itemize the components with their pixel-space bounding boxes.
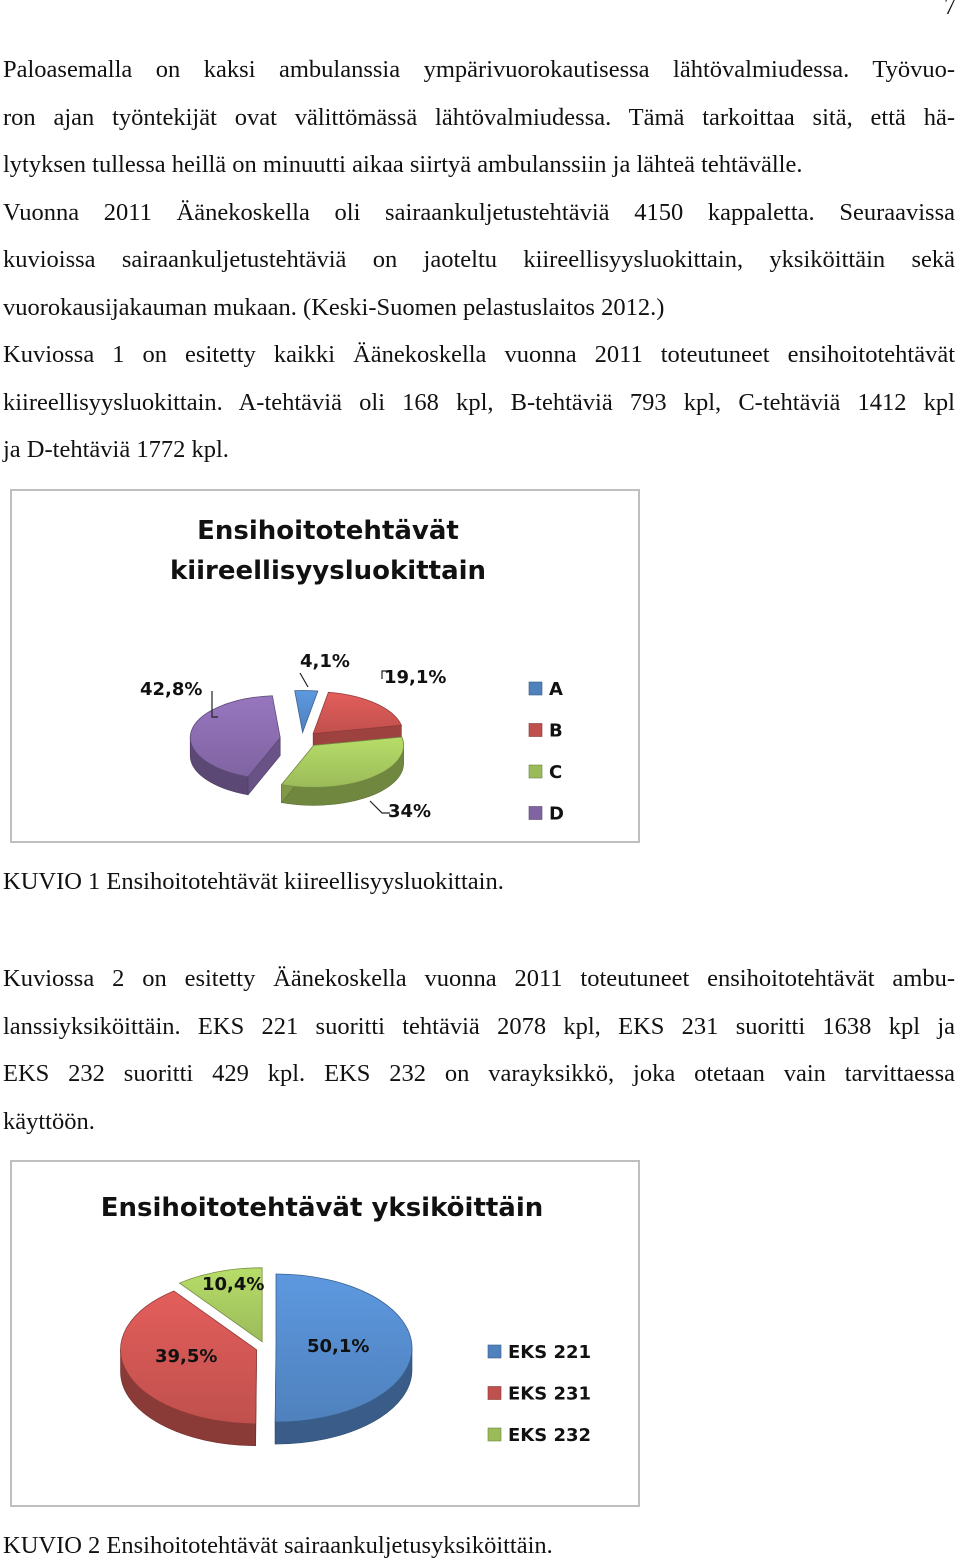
legend-swatch: [529, 765, 542, 778]
text-line: lytyksen tullessa heillä on minuutti aikaa siirtyä ambulanssiin ja lähteä tehtävälle.: [3, 151, 803, 178]
legend-label: EKS 231: [508, 1383, 592, 1405]
chart-title-line: Ensihoitotehtävät: [197, 516, 459, 546]
text-line: EKS 232 suoritti 429 kpl. EKS 232 on varayksikkö, joka otetaan vain tarvittaessa: [3, 1060, 955, 1087]
text-line: Paloasemalla on kaksi ambulanssia ympärivuorokautisessa lähtövalmiudessa. Työvuo-: [3, 56, 955, 83]
body-paragraph-1: [3, 46, 955, 474]
text-line: Vuonna 2011 Äänekoskella oli sairaankuljetustehtäviä 4150 kappaletta. Seuraavissa: [3, 198, 955, 226]
chart-units: [10, 1160, 640, 1507]
leader-line: [370, 801, 390, 813]
chart-1-svg: [12, 491, 642, 845]
data-label: 42,8%: [140, 679, 203, 700]
text-line: lanssiyksiköittäin. EKS 221 suoritti tehtäviä 2078 kpl, EKS 231 suoritti 1638 kpl ja: [3, 1012, 955, 1040]
text-line: kuvioissa sairaankuljetustehtäviä on jaoteltu kiireellisyysluokittain, yksiköittäin sekä: [3, 246, 955, 273]
legend-swatch: [488, 1428, 501, 1441]
text-line: Kuviossa 2 on esitetty Äänekoskella vuonna 2011 toteutuneet ensihoitotehtävät ambu-: [3, 965, 955, 992]
chart-2-svg: [12, 1162, 642, 1509]
data-label: 4,1%: [300, 651, 350, 672]
text-line: Kuviossa 1 on esitetty kaikki Äänekoskella vuonna 2011 toteutuneet ensihoitotehtävät: [3, 341, 955, 368]
data-label: 39,5%: [155, 1346, 218, 1367]
legend-label: A: [549, 679, 563, 700]
leader-line: [300, 673, 308, 687]
data-label: 10,4%: [202, 1274, 265, 1295]
text-line: käyttöön.: [3, 1107, 95, 1135]
text-line: kiireellisyysluokittain. A-tehtäviä oli 168 kpl, B-tehtäviä 793 kpl, C-tehtäviä 1412 kpl: [3, 388, 955, 416]
text-line: ron ajan työntekijät ovat välittömässä lähtövalmiudessa. Tämä tarkoittaa sitä, että hä-: [3, 103, 955, 131]
legend-swatch: [529, 807, 542, 820]
legend-swatch: [529, 682, 542, 695]
data-label: 34%: [388, 801, 432, 822]
data-label: 50,1%: [307, 1336, 370, 1357]
legend-swatch: [488, 1387, 501, 1400]
chart-title-line: kiireellisyysluokittain: [169, 556, 487, 586]
legend-label: B: [549, 720, 563, 742]
legend-label: EKS 221: [508, 1342, 592, 1363]
caption-figure-1: KUVIO 1 Ensihoitotehtävät kiireellisyysluokittain.: [3, 868, 504, 895]
text-line: ja D-tehtäviä 1772 kpl.: [3, 436, 229, 463]
legend-label: D: [549, 803, 564, 825]
legend-label: C: [549, 762, 563, 783]
chart-urgency-classes: [10, 489, 640, 843]
page-number: 7: [944, 0, 956, 20]
pie-slice-a: [295, 690, 318, 732]
body-paragraph-2: [3, 955, 955, 1145]
legend-swatch: [529, 724, 542, 737]
data-label: 19,1%: [384, 667, 447, 688]
legend-label: EKS 232: [508, 1425, 592, 1446]
chart-title-line: Ensihoitotehtävät yksiköittäin: [100, 1193, 544, 1223]
legend-swatch: [488, 1345, 501, 1358]
caption-figure-2: KUVIO 2 Ensihoitotehtävät sairaankuljetusyksiköittäin.: [3, 1532, 553, 1559]
text-line: vuorokausijakauman mukaan. (Keski-Suomen pelastuslaitos 2012.): [3, 293, 665, 321]
